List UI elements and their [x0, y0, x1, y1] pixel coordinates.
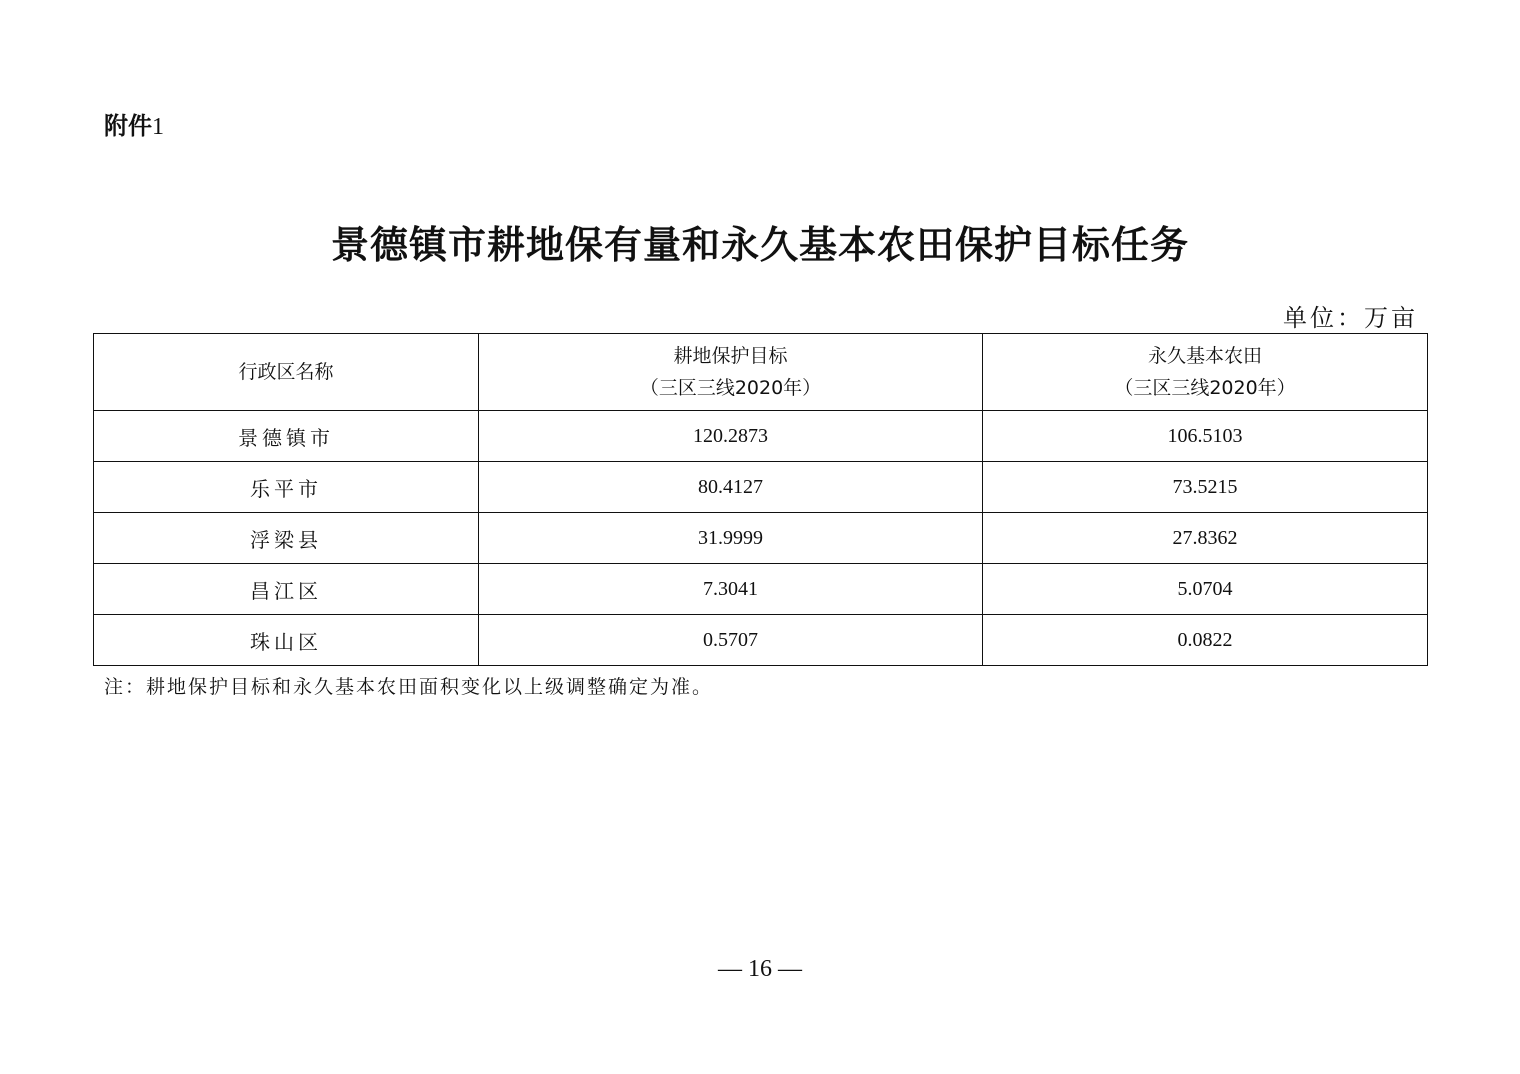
table-row [94, 462, 1428, 513]
region-cell: 乐平市 [94, 462, 479, 513]
table-row [94, 564, 1428, 615]
document-title: 景德镇市耕地保有量和永久基本农田保护目标任务 [330, 222, 1189, 267]
table-header-row [94, 334, 1428, 411]
header-farmland-sub: （三区三线2020年） [639, 377, 822, 399]
header-region [94, 334, 479, 411]
farmland-cell: 7.3041 [479, 564, 983, 615]
table-row [94, 411, 1428, 462]
table-note: 注：耕地保护目标和永久基本农田面积变化以上级调整确定为准。 [104, 676, 714, 698]
table-row [94, 513, 1428, 564]
header-farmland-target [479, 334, 983, 411]
basic-farmland-cell: 5.0704 [983, 564, 1428, 615]
header-region-label: 行政区名称 [238, 361, 334, 383]
table-row [94, 615, 1428, 666]
basic-farmland-cell: 27.8362 [983, 513, 1428, 564]
farmland-cell: 120.2873 [479, 411, 983, 462]
target-table [93, 333, 1428, 666]
basic-farmland-cell: 0.0822 [983, 615, 1428, 666]
region-cell: 昌江区 [94, 564, 479, 615]
header-basic-sub: （三区三线2020年） [1114, 377, 1296, 399]
region-cell: 浮梁县 [94, 513, 479, 564]
region-cell: 珠山区 [94, 615, 479, 666]
basic-farmland-cell: 73.5215 [983, 462, 1428, 513]
farmland-cell: 80.4127 [479, 462, 983, 513]
unit-label: 单位：万亩 [1283, 304, 1418, 332]
farmland-cell: 0.5707 [479, 615, 983, 666]
attachment-label [104, 106, 164, 141]
basic-farmland-cell: 106.5103 [983, 411, 1428, 462]
page-number: — 16 — [718, 956, 802, 982]
header-farmland-label: 耕地保护目标 [673, 345, 788, 367]
header-basic-label: 永久基本农田 [1147, 345, 1262, 367]
attachment-number: 1 [152, 114, 164, 140]
header-basic-farmland [983, 334, 1428, 411]
region-cell: 景德镇市 [94, 411, 479, 462]
attachment-text: 附件 [104, 112, 152, 140]
farmland-cell: 31.9999 [479, 513, 983, 564]
